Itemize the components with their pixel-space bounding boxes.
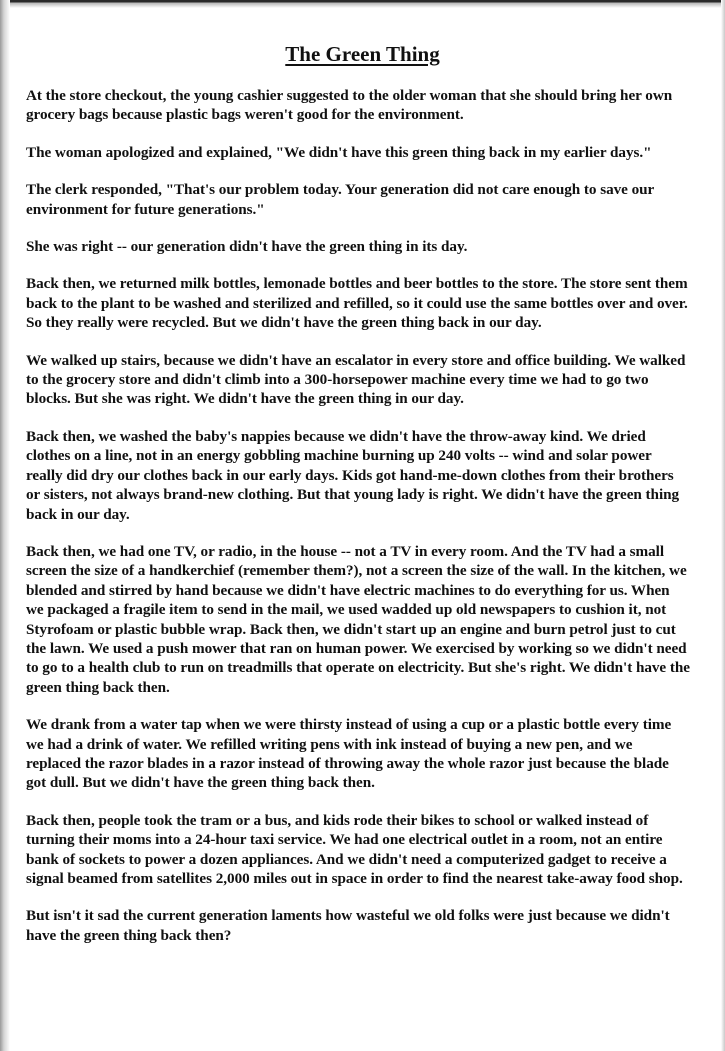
paragraph-tram-bus: Back then, people took the tram or a bus, and kids rode their bikes to school or walked instead of turning their moms into a 24-hour taxi service. We had one electrical outlet in a room, not an entire bank of sockets to power a dozen appliances. And we didn't need a computerized gadget to receive a signal beamed from satellites 2,000 miles out in space in order to find the nearest take-away food shop. xyxy=(26,811,683,887)
scan-left-edge xyxy=(0,0,10,1051)
document-body xyxy=(26,86,690,963)
paragraph-woman-apology: The woman apologized and explained, "We didn't have this green thing back in my earlier days." xyxy=(26,143,652,161)
page-title: The Green Thing xyxy=(285,42,440,66)
paragraph-clerk-response: The clerk responded, "That's our problem today. Your generation did not care enough to save our environment for future generations." xyxy=(26,181,654,218)
paragraph-cashier: At the store checkout, the young cashier suggested to the older woman that she should bring her own grocery bags because plastic bags weren't good for the environment. xyxy=(26,87,673,124)
paragraph-conclusion: But isn't it sad the current generation laments how wasteful we old folks were just because we didn't have the green thing back then? xyxy=(26,907,670,944)
paragraph-tv-radio: Back then, we had one TV, or radio, in the house -- not a TV in every room. And the TV had a small screen the size of a handkerchief (remember them?), not a screen the size of the wall. In the kitchen, we blended and stirred by hand because we didn't have electric machines to do everything for us. When we packaged a fragile item to send in the mail, we used wadded up old newspapers to cushion it, not Styrofoam or plastic bubble wrap. Back then, we didn't start up an engine and burn petrol just to cut the lawn. We used a push mower that ran on human power. We exercised by working so we didn't need to go to a health club to run on treadmills that operate on electricity. But she's right. We didn't have the green thing back then. xyxy=(26,542,690,696)
paragraph-stairs: We walked up stairs, because we didn't have an escalator in every store and office building. We walked to the grocery store and didn't climb into a 300-horsepower machine every time we had to go two blocks. But she was right. We didn't have the green thing in our day. xyxy=(26,351,686,408)
paragraph-water-tap: We drank from a water tap when we were thirsty instead of using a cup or a plastic bottle every time we had a drink of water. We refilled writing pens with ink instead of buying a new pen, and we replaced the razor blades in a razor instead of throwing away the whole razor just because the blade got dull. But we didn't have the green thing back then. xyxy=(26,716,672,792)
paragraph-nappies: Back then, we washed the baby's nappies because we didn't have the throw-away kind. We dried clothes on a line, not in an energy gobbling machine burning up 240 volts -- wind and solar power really did dry our clothes back in our early days. Kids got hand-me-down clothes from their brothers or sisters, not always brand-new clothing. But that young lady is right. We didn't have the green thing back in our day. xyxy=(26,427,680,523)
scan-right-edge xyxy=(721,0,725,1051)
paragraph-bottles: Back then, we returned milk bottles, lemonade bottles and beer bottles to the store. The store sent them back to the plant to be washed and sterilized and refilled, so it could use the same bottles over and over. So they really were recycled. But we didn't have the green thing back in our day. xyxy=(26,275,688,332)
scan-top-edge xyxy=(0,0,725,8)
paragraph-she-was-right: She was right -- our generation didn't have the green thing in its day. xyxy=(26,238,468,256)
